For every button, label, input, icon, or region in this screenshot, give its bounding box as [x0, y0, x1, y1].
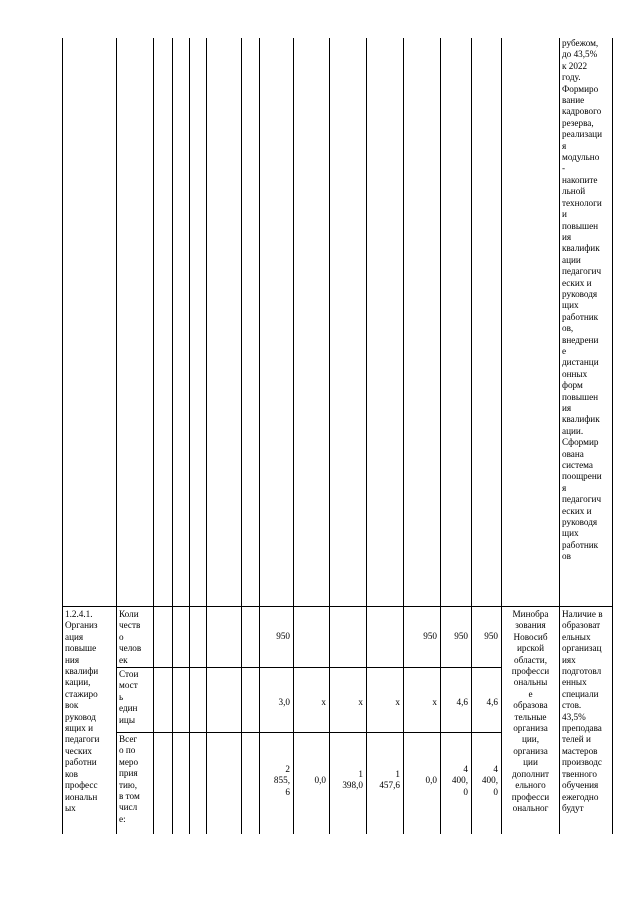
row-label-total: Всег о по меро прия тию, в том числ е: — [119, 734, 140, 824]
row-line — [116, 732, 501, 733]
goal-text: рубежом, до 43,5% к 2022 году. Формиро вание кадрового резерва, реализаци я модульно - накопите льной технологи и повышен ия квалифик ации педагогич еских и руководя щих работник ов, внедрени е дистанци онных форм повышен ия квалифик ации. Сформир ована система поощрени я педагогич еских и руководя щих работник ов — [562, 38, 602, 562]
col-line — [440, 38, 441, 834]
col-line — [471, 38, 472, 834]
col-line — [116, 38, 117, 834]
unit-cost-year2: х — [358, 697, 363, 707]
row-label-count: Коли честв о челов ек — [119, 609, 142, 665]
col-line — [189, 38, 190, 834]
col-line — [559, 38, 560, 834]
col-line — [612, 38, 613, 834]
executor: Минобра зования Новосиб ирской области, професси ональны е образова тельные организа ции, организа ции дополнит ельного професси ональног — [511, 609, 550, 813]
col-line — [62, 38, 63, 834]
col-line — [501, 38, 502, 834]
sum-year5: 4 400, 0 — [451, 764, 468, 797]
col-line — [172, 38, 173, 834]
row-line — [116, 667, 501, 668]
col-line — [241, 38, 242, 834]
count-year5: 950 — [454, 631, 468, 641]
col-line — [206, 38, 207, 834]
unit-cost-year3: х — [395, 697, 400, 707]
unit-cost-year4: х — [432, 697, 437, 707]
count-year4: 950 — [423, 631, 437, 641]
measure-name: 1.2.4.1. Организ ация повыше ния квалифи кации, стажиро вок руковод ящих и педагоги ческих работни ков професс иональн ых — [65, 609, 100, 813]
count-total: 950 — [276, 631, 290, 641]
unit-cost-year6: 4,6 — [486, 697, 498, 707]
col-line — [259, 38, 260, 834]
unit-cost-year1: х — [321, 697, 326, 707]
unit-cost-total: 3,0 — [278, 697, 290, 707]
count-year6: 950 — [484, 631, 498, 641]
row-label-unit-cost: Стои мост ь един ицы — [119, 669, 139, 725]
sum-year1: 0,0 — [314, 775, 326, 785]
col-line — [153, 38, 154, 834]
sum-year3: 1 457,6 — [379, 769, 400, 791]
sum-total: 2 855, 6 — [273, 764, 290, 797]
col-line — [293, 38, 294, 834]
col-line — [366, 38, 367, 834]
col-line — [403, 38, 404, 834]
result-text: Наличие в образоват ельных организац иях подготовл енных специали стов. 43,5% преподава телей и мастеров производс твенного обучения ежегодно будут — [562, 609, 603, 813]
row-line — [62, 606, 613, 607]
sum-year2: 1 398,0 — [342, 769, 363, 791]
sum-year6: 4 400, 0 — [481, 764, 498, 797]
col-line — [329, 38, 330, 834]
unit-cost-year5: 4,6 — [456, 697, 468, 707]
sum-year4: 0,0 — [425, 775, 437, 785]
